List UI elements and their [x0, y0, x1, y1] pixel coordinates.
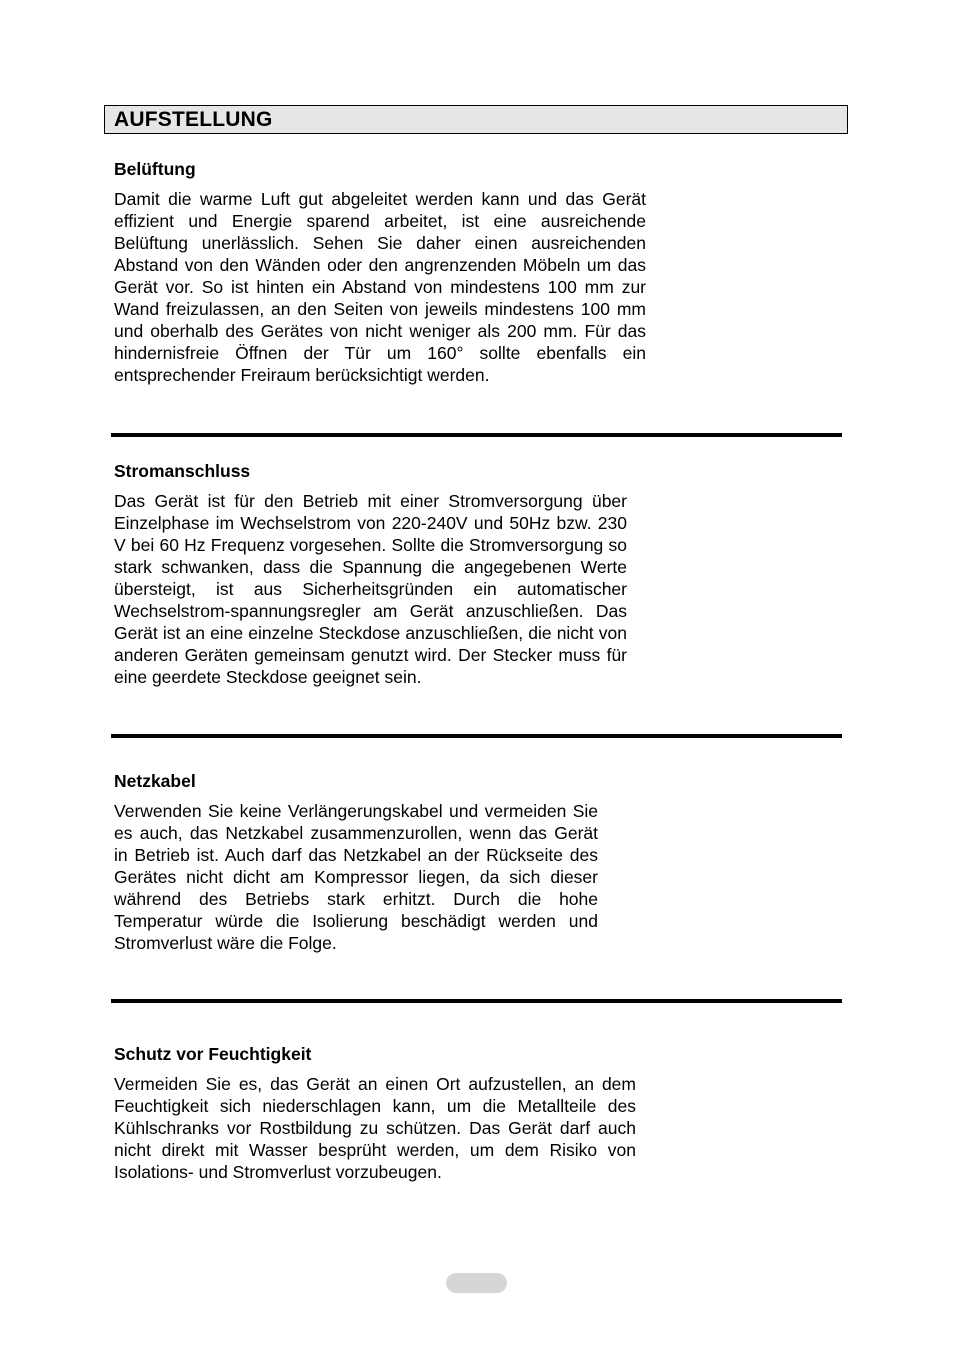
- page-title: AUFSTELLUNG: [114, 108, 273, 131]
- section-header-bar: [104, 105, 848, 134]
- section-body: Das Gerät ist für den Betrieb mit einer Stromversorgung über Einzelphase im Wechselstrom von 220-240V und 50Hz bzw. 230 V bei 60 Hz Frequenz vorgesehen. Sollte die Stromversorgung so stark schwanken, dass die Spannung die angegebenen Werte übersteigt, ist aus Sicherheitsgründen ein automatischer Wechselstrom-spannungsregler am Gerät anzuschließen. Das Gerät ist an eine einzelne Steckdose anzuschließen, die nicht von anderen Geräten gemeinsam genutzt wird. Der Stecker muss für eine geerdete Steckdose geeignet sein.: [114, 491, 627, 687]
- section-divider: [111, 734, 842, 738]
- section-belueftung: [114, 158, 646, 386]
- section-body: Damit die warme Luft gut abgeleitet werden kann und das Gerät effizient und Energie sparend arbeitet, ist eine ausreichende Belüftung unerlässlich. Sehen Sie daher einen ausreichenden Abstand von den Wänden oder den angrenzenden Möbeln um das Gerät vor. So ist hinten ein Abstand von mindestens 100 mm zur Wand freizulassen, an den Seiten von jeweils mindestens 100 mm und oberhalb des Gerätes von nicht weniger als 200 mm. Für das hindernisfreie Öffnen der Tür um 160° sollte ebenfalls ein entsprechender Freiraum berücksichtigt werden.: [114, 189, 646, 385]
- section-stromanschluss: [114, 460, 627, 688]
- section-heading: Belüftung: [114, 159, 196, 179]
- section-divider: [111, 999, 842, 1003]
- section-body: Vermeiden Sie es, das Gerät an einen Ort aufzustellen, an dem Feuchtigkeit sich niederschlagen kann, um die Metallteile des Kühlschranks vor Rostbildung zu schützen. Das Gerät darf auch nicht direkt mit Wasser besprüht werden, um dem Risiko von Isolations- und Stromverlust vorzubeugen.: [114, 1074, 636, 1182]
- page-number-tab: [446, 1273, 507, 1293]
- section-netzkabel: [114, 770, 598, 954]
- section-heading: Netzkabel: [114, 771, 196, 791]
- section-schutz-vor-feuchtigkeit: [114, 1043, 636, 1183]
- section-heading: Schutz vor Feuchtigkeit: [114, 1044, 312, 1064]
- section-body: Verwenden Sie keine Verlängerungskabel und vermeiden Sie es auch, das Netzkabel zusammenzurollen, wenn das Gerät in Betrieb ist. Auch darf das Netzkabel an der Rückseite des Gerätes nicht dicht am Kompressor liegen, da sich dieser während des Betriebs stark erhitzt. Durch die hohe Temperatur würde die Isolierung beschädigt werden und Stromverlust wäre die Folge.: [114, 801, 598, 953]
- section-heading: Stromanschluss: [114, 461, 251, 481]
- section-divider: [111, 433, 842, 437]
